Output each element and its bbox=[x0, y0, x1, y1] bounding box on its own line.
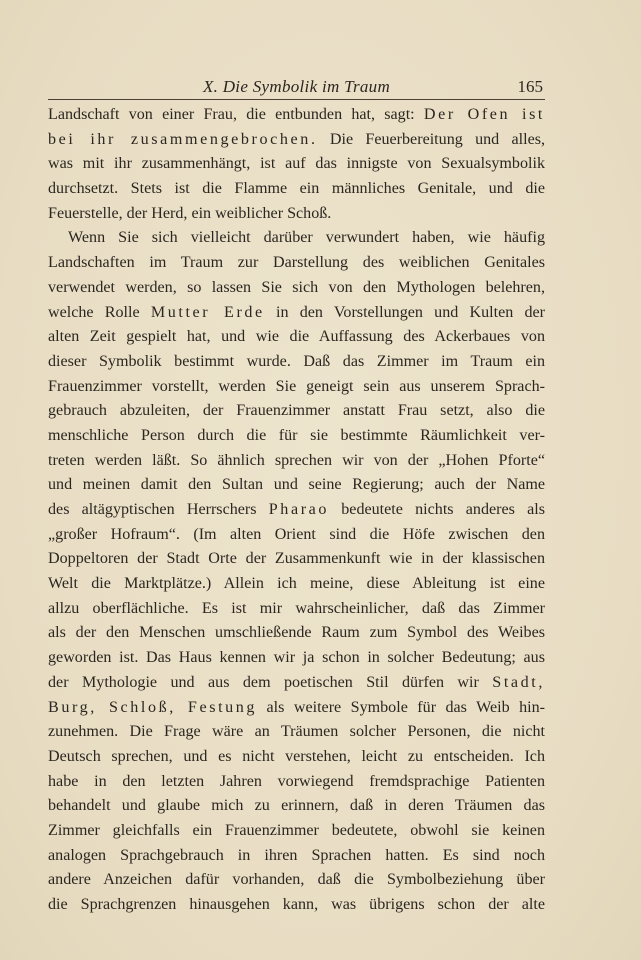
page-header bbox=[48, 77, 545, 100]
text-line bbox=[48, 844, 545, 869]
text-run: Frauenzimmer vorstellt, werden Sie geneigt sein aus unserem Sprach- bbox=[48, 377, 545, 395]
text-run: Deutsch sprechen, und es nicht verstehen, leicht zu entscheiden. Ich bbox=[48, 747, 545, 765]
text-line bbox=[48, 819, 545, 844]
text-run: die Sprachgrenzen hinausgehen kann, was übrigens schon der alte bbox=[48, 896, 545, 913]
text-run: als weitere Symbole für das Weib hin- bbox=[257, 698, 545, 716]
text-line bbox=[48, 301, 545, 326]
text-line bbox=[48, 720, 545, 745]
text-line bbox=[48, 597, 545, 622]
text-run: bedeutete nichts anderes als bbox=[329, 501, 546, 518]
spaced-emphasis-text: Der Ofen ist bbox=[423, 106, 545, 123]
text-run: Landschaft von einer Frau, die entbunden hat, sagt: bbox=[48, 106, 424, 123]
text-line bbox=[48, 424, 545, 449]
text-run: Welt die Marktplätze.) Allein ich meine, diese Ableitung ist eine bbox=[48, 575, 545, 593]
text-run: menschliche Person durch die für sie bestimmte Räumlichkeit ver- bbox=[48, 426, 545, 444]
text-run: Doppeltoren der Stadt Orte der Zusammenkunft wie in der klassischen bbox=[48, 550, 545, 568]
text-line bbox=[48, 177, 545, 202]
text-run: Wenn Sie sich vielleicht darüber verwundert haben, wie häufig bbox=[68, 229, 545, 247]
text-line bbox=[48, 128, 545, 153]
text-run: zunehmen. Die Frage wäre an Träumen solcher Personen, die nicht bbox=[48, 723, 545, 741]
text-run: und meinen damit den Sultan und seine Regierung; auch der Name bbox=[48, 476, 545, 494]
spaced-emphasis-text: Pharao bbox=[268, 501, 330, 518]
text-line bbox=[48, 152, 545, 177]
text-run: als der den Menschen umschließende Raum zum Symbol des Weibes bbox=[48, 624, 545, 642]
text-line bbox=[48, 375, 545, 400]
text-run: der Mythologie und aus dem poetischen Stil dürfen wir bbox=[48, 673, 493, 691]
text-line bbox=[48, 621, 545, 646]
spaced-emphasis-text: bei ihr zusammengebrochen. bbox=[48, 130, 318, 148]
text-run: Zimmer gleichfalls ein Frauenzimmer bedeutete, obwohl sie keinen bbox=[48, 821, 545, 839]
text-line bbox=[48, 473, 545, 498]
text-line bbox=[48, 498, 545, 523]
spaced-emphasis-text: Stadt, bbox=[492, 673, 545, 691]
text-run: Landschaften im Traum zur Darstellung des weiblichen Genitales bbox=[48, 254, 545, 272]
text-line bbox=[48, 202, 545, 227]
text-run: behandelt und glaube mich zu erinnern, daß in deren Träumen das bbox=[48, 797, 545, 815]
text-run: gebrauch abzuleiten, der Frauenzimmer anstatt Frau setzt, also die bbox=[48, 402, 545, 420]
text-line bbox=[48, 251, 545, 276]
text-line bbox=[48, 794, 545, 819]
text-run: des altägyptischen Herrschers bbox=[48, 501, 269, 518]
text-run: Die Feuerbereitung und alles, bbox=[317, 130, 546, 148]
text-run: verwendet werden, so lassen Sie sich von den Mythologen belehren, bbox=[48, 278, 545, 296]
text-line bbox=[48, 745, 545, 770]
text-line bbox=[48, 103, 545, 128]
text-line bbox=[48, 893, 545, 918]
text-run: Feuerstelle, der Herd, ein weiblicher Schoß. bbox=[48, 204, 332, 222]
text-line bbox=[48, 226, 545, 251]
text-line bbox=[48, 572, 545, 597]
text-line bbox=[48, 523, 545, 548]
text-run: alten Zeit gespielt hat, und wie die Auffassung des Ackerbaues von bbox=[48, 328, 545, 346]
text-run: geworden ist. Das Haus kennen wir ja schon in solcher Bedeutung; aus bbox=[48, 649, 545, 667]
text-run: was mit ihr zusammenhängt, ist auf das innigste von Sexualsymbolik bbox=[48, 155, 545, 173]
text-line bbox=[48, 770, 545, 795]
text-run: dieser Symbolik bestimmt wurde. Daß das Zimmer im Traum ein bbox=[48, 352, 545, 370]
text-line bbox=[48, 868, 545, 893]
spaced-emphasis-text: Burg, Schloß, Festung bbox=[48, 698, 258, 716]
text-line bbox=[48, 325, 545, 350]
spaced-emphasis-text: Mutter Erde bbox=[150, 303, 265, 321]
text-line bbox=[48, 449, 545, 474]
text-line bbox=[48, 696, 545, 721]
text-run: „großer Hofraum“. (Im alten Orient sind die Höfe zwischen den bbox=[48, 525, 545, 543]
text-line bbox=[48, 399, 545, 424]
running-head: X. Die Symbolik im Traum bbox=[202, 77, 391, 96]
body-text bbox=[48, 103, 545, 918]
text-run: analogen Sprachgebrauch in ihren Sprachen hatten. Es sind noch bbox=[48, 846, 545, 864]
text-line bbox=[48, 350, 545, 375]
text-run: treten werden läßt. So ähnlich sprechen wir von der „Hohen Pforte“ bbox=[48, 451, 545, 469]
text-line bbox=[48, 671, 545, 696]
text-run: in den Vorstellungen und Kulten der bbox=[264, 303, 546, 321]
text-run: habe in den letzten Jahren vorwiegend fremdsprachige Patienten bbox=[48, 772, 545, 790]
page-number: 165 bbox=[517, 77, 543, 96]
text-line bbox=[48, 547, 545, 572]
text-run: welche Rolle bbox=[48, 303, 151, 321]
text-run: allzu oberflächliche. Es ist mir wahrscheinlicher, daß das Zimmer bbox=[48, 599, 545, 617]
text-run: andere Anzeichen dafür vorhanden, daß die Symbolbeziehung über bbox=[48, 871, 545, 889]
text-line bbox=[48, 276, 545, 301]
text-line bbox=[48, 646, 545, 671]
text-run: durchsetzt. Stets ist die Flamme ein männliches Genitale, und die bbox=[48, 180, 545, 198]
